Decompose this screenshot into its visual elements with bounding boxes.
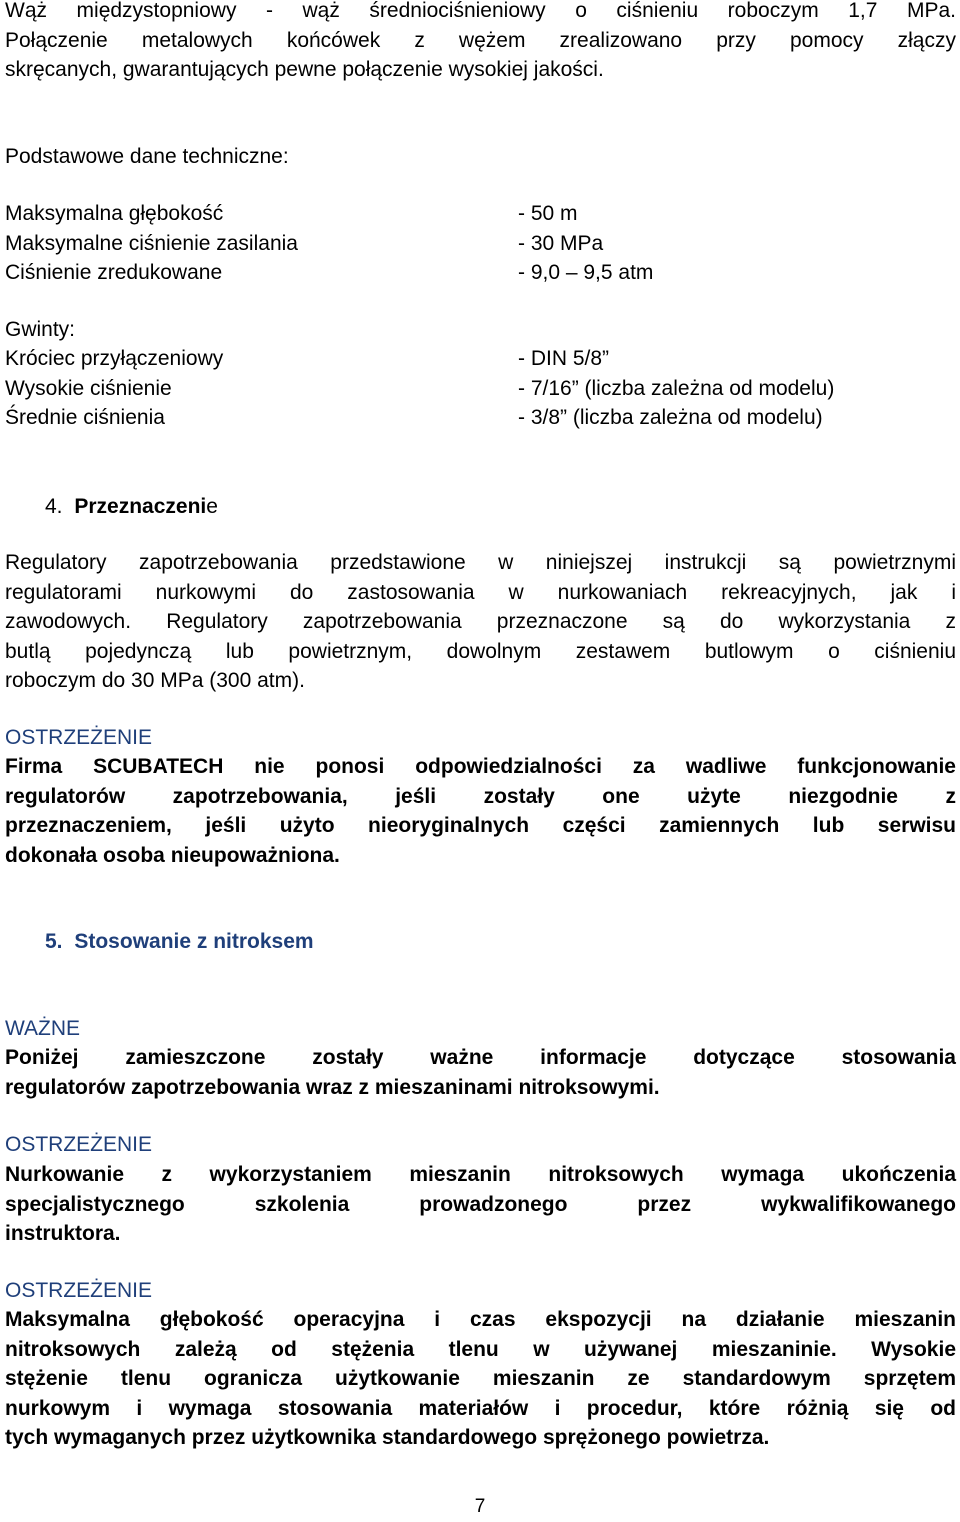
thread-label: Wysokie ciśnienie xyxy=(5,376,172,400)
warning-line: instruktora. xyxy=(5,1222,121,1245)
spec-row xyxy=(5,229,956,259)
important-line: Poniżej zamieszczone zostały ważne informacje dotyczące stosowania xyxy=(5,1046,956,1069)
warning-line: nitroksowych zależą od stężenia tlenu w używanej mieszaninie. Wysokie xyxy=(5,1337,956,1361)
threads-table xyxy=(5,344,956,433)
spec-row xyxy=(5,199,956,229)
threads-title: Gwinty: xyxy=(5,318,76,341)
warning-text xyxy=(5,752,956,870)
warning-line: regulatorów zapotrzebowania, jeśli zostały one użyte niezgodnie z xyxy=(5,784,956,808)
section-5-heading xyxy=(45,927,956,957)
warning-label: OSTRZEŻENIE xyxy=(5,1133,153,1156)
para-line: zawodowych. Regulatory zapotrzebowania przeznaczone są do wykorzystania z xyxy=(5,610,956,633)
spec-value: - 9,0 – 9,5 atm xyxy=(518,261,654,284)
thread-value: - 3/8” (liczba zależna od modelu) xyxy=(518,406,823,429)
para-line: butlą pojedynczą lub powietrznym, dowolnym zestawem butlowym o ciśnieniu xyxy=(5,639,956,663)
section-title: Przeznaczeni xyxy=(74,495,207,518)
thread-value: - DIN 5/8” xyxy=(518,347,610,370)
intro-line: Połączenie metalowych końcówek z wężem zrealizowano przy pomocy złączy xyxy=(5,28,956,52)
warning-line: tych wymaganych przez użytkownika standardowego sprężonego powietrza. xyxy=(5,1426,770,1449)
warning-label: OSTRZEŻENIE xyxy=(5,726,153,749)
thread-row xyxy=(5,403,956,433)
page-number: 7 xyxy=(474,1496,486,1517)
section-title-tail: e xyxy=(206,495,218,518)
thread-label: Króciec przyłączeniowy xyxy=(5,347,224,370)
specs-table xyxy=(5,199,956,288)
intro-line: Wąż międzystopniowy - wąż średniociśnieniowy o ciśnieniu roboczym 1,7 MPa. xyxy=(5,0,956,22)
spec-label: Maksymalne ciśnienie zasilania xyxy=(5,231,298,255)
spec-label: Maksymalna głębokość xyxy=(5,202,224,225)
thread-row xyxy=(5,374,956,404)
spec-value: - 50 m xyxy=(518,202,578,225)
spec-row xyxy=(5,258,956,288)
warning-line: Firma SCUBATECH nie ponosi odpowiedzialności za wadliwe funkcjonowanie xyxy=(5,755,956,778)
intro-line: skręcanych, gwarantujących pewne połączenie wysokiej jakości. xyxy=(5,58,604,81)
important-label: WAŻNE xyxy=(5,1017,81,1040)
warning-line: stężenie tlenu ogranicza użytkowanie mieszanin ze standardowym sprzętem xyxy=(5,1367,956,1390)
thread-row xyxy=(5,344,956,374)
intro-paragraph xyxy=(5,0,956,85)
spec-label: Ciśnienie zredukowane xyxy=(5,261,223,284)
warning-text xyxy=(5,1160,956,1249)
warning-line: Maksymalna głębokość operacyjna i czas ekspozycji na działanie mieszanin xyxy=(5,1308,956,1331)
para-line: regulatorami nurkowymi do zastosowania w nurkowaniach rekreacyjnych, jak i xyxy=(5,580,956,604)
warning-line: Nurkowanie z wykorzystaniem mieszanin nitroksowych wymaga ukończenia xyxy=(5,1163,956,1186)
spec-value: - 30 MPa xyxy=(518,231,604,255)
section-number: 5. xyxy=(45,930,63,953)
thread-label: Średnie ciśnienia xyxy=(5,406,165,429)
important-text xyxy=(5,1043,956,1102)
warning-line: nurkowym i wymaga stosowania materiałów i procedur, które różnią się od xyxy=(5,1396,956,1420)
warning-label: OSTRZEŻENIE xyxy=(5,1279,153,1302)
warning-line: przeznaczeniem, jeśli użyto nieoryginalnych części zamiennych lub serwisu xyxy=(5,814,956,837)
warning-text xyxy=(5,1305,956,1453)
para-line: roboczym do 30 MPa (300 atm). xyxy=(5,669,305,692)
warning-line: specjalistycznego szkolenia prowadzonego przez wykwalifikowanego xyxy=(5,1192,956,1216)
warning-line: dokonała osoba nieupoważniona. xyxy=(5,843,340,867)
section-title: Stosowanie z nitroksem xyxy=(74,930,314,953)
important-line: regulatorów zapotrzebowania wraz z mieszaninami nitroksowymi. xyxy=(5,1075,660,1099)
para-line: Regulatory zapotrzebowania przedstawione w niniejszej instrukcji są powietrznymi xyxy=(5,551,956,574)
section-number: 4. xyxy=(45,495,63,518)
specs-title: Podstawowe dane techniczne: xyxy=(5,145,289,168)
section-4-paragraph xyxy=(5,548,956,696)
section-4-heading xyxy=(45,492,956,522)
thread-value: - 7/16” (liczba zależna od modelu) xyxy=(518,376,835,400)
